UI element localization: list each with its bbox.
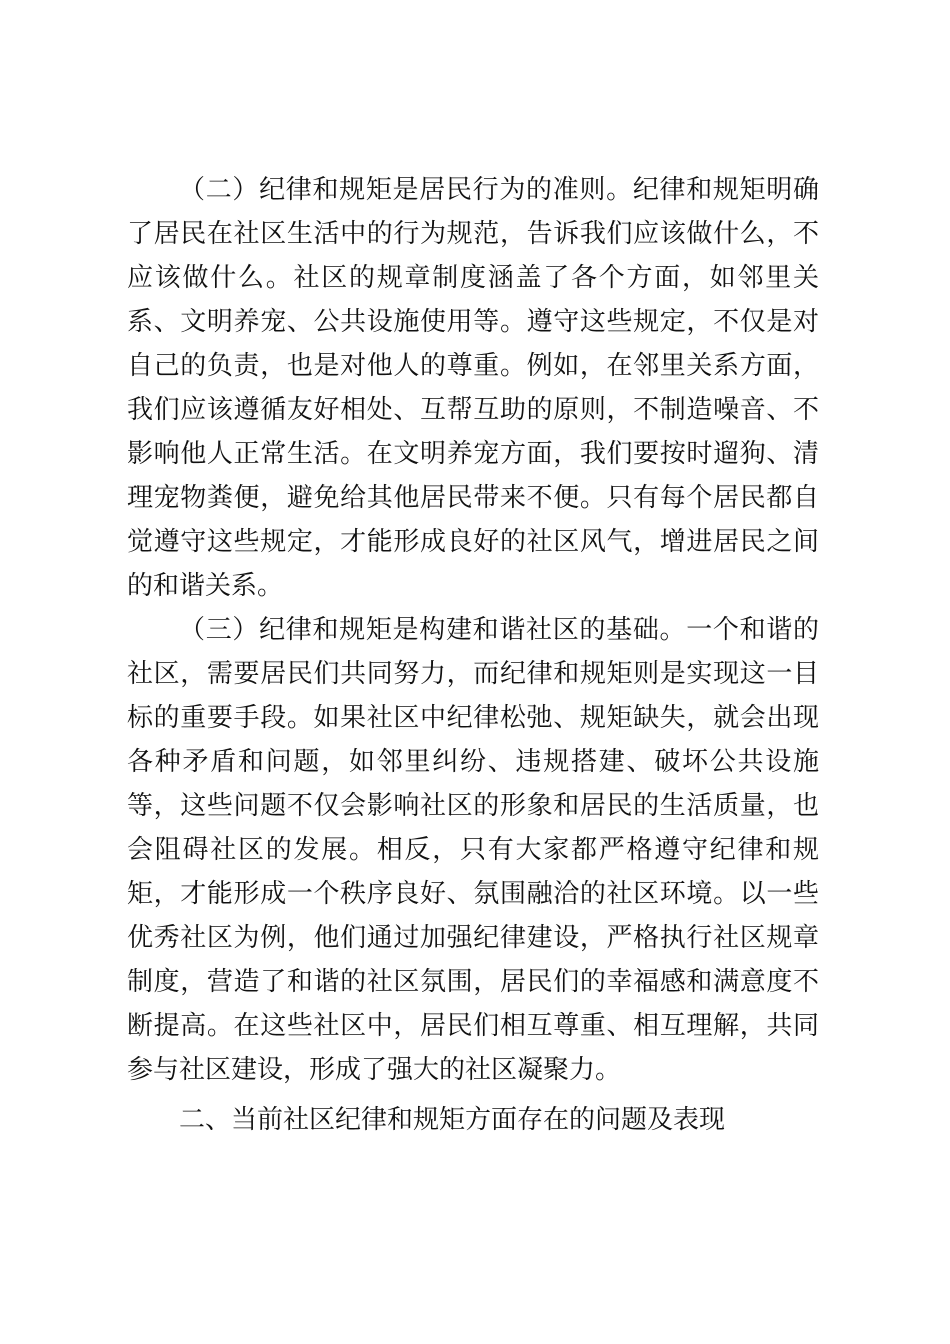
paragraph-discipline-norms: （二）纪律和规矩是居民行为的准则。纪律和规矩明确了居民在社区生活中的行为规范，告诉我们应该做什么，不应该做什么。社区的规章制度涵盖了各个方面，如邻里关系、文明养宠、公共设施使用等。遵守这些规定，不仅是对自己的负责，也是对他人的尊重。例如，在邻里关系方面，我们应该遵循友好相处、互帮互助的原则，不制造噪音、不影响他人正常生活。在文明养宠方面，我们要按时遛狗、清理宠物粪便，避免给其他居民带来不便。只有每个居民都自觉遵守这些规定，才能形成良好的社区风气，增进居民之间的和谐关系。: [127, 175, 819, 601]
paragraph-harmonious-community: （三）纪律和规矩是构建和谐社区的基础。一个和谐的社区，需要居民们共同努力，而纪律和规矩则是实现这一目标的重要手段。如果社区中纪律松弛、规矩缺失，就会出现各种矛盾和问题，如邻里纠纷、违规搭建、破坏公共设施等，这些问题不仅会影响社区的形象和居民的生活质量，也会阻碍社区的发展。相反，只有大家都严格遵守纪律和规矩，才能形成一个秩序良好、氛围融洽的社区环境。以一些优秀社区为例，他们通过加强纪律建设，严格执行社区规章制度，营造了和谐的社区氛围，居民们的幸福感和满意度不断提高。在这些社区中，居民们相互尊重、相互理解，共同参与社区建设，形成了强大的社区凝聚力。: [127, 615, 819, 1085]
section-heading: 二、当前社区纪律和规矩方面存在的问题及表现: [179, 1105, 726, 1135]
document-body: [127, 168, 819, 1142]
